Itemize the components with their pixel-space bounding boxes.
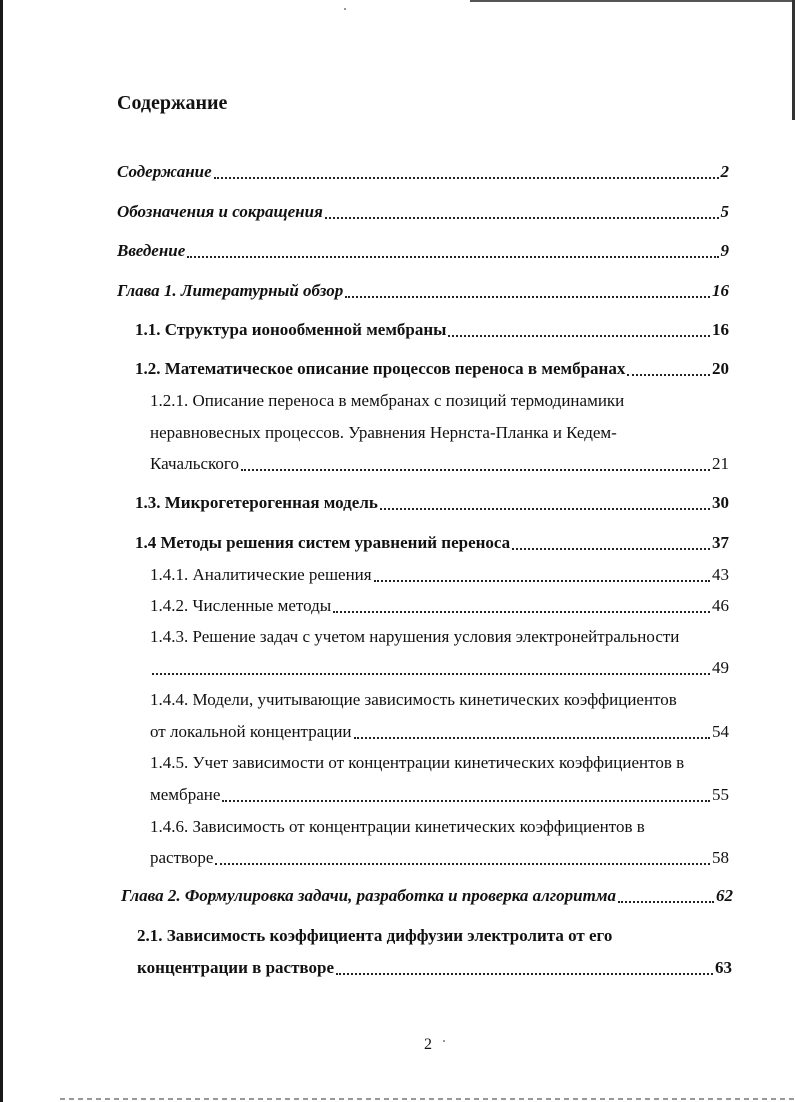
toc-entry-subsection-line[interactable]: 1.4.3. Решение задач с учетом нарушения условия электронейтральности xyxy=(150,627,680,646)
toc-entry-page: 54 xyxy=(712,722,729,741)
toc-entry-page: 16 xyxy=(712,281,729,300)
toc-entry-page: 58 xyxy=(712,848,729,867)
toc-entry-page: 46 xyxy=(712,596,729,615)
toc-entry-page: 16 xyxy=(712,320,729,339)
toc-entry-title: 1.1. Структура ионообменной мембраны xyxy=(135,320,447,339)
toc-entry-title: концентрации в растворе xyxy=(137,958,334,977)
toc-entry-title: 1.4.1. Аналитические решения xyxy=(150,565,372,584)
toc-entry-section[interactable] xyxy=(135,531,729,555)
toc-entry-section[interactable] xyxy=(137,956,732,980)
toc-heading: Содержание xyxy=(117,92,228,114)
toc-entry-subsection-line[interactable]: 1.4.5. Учет зависимости от концентрации кинетических коэффициентов в xyxy=(150,753,685,772)
toc-entry-title: 1.2. Математическое описание процессов переноса в мембранах xyxy=(135,359,626,378)
toc-entry-subsection[interactable] xyxy=(150,563,729,587)
toc-entry-page: 63 xyxy=(715,958,732,977)
toc-entry[interactable] xyxy=(117,160,729,184)
toc-entry-page: 20 xyxy=(712,359,729,378)
dot-leader xyxy=(152,673,710,675)
toc-entry-page: 9 xyxy=(720,241,729,260)
scan-border-bottom xyxy=(60,1098,795,1100)
dot-leader xyxy=(215,863,710,865)
toc-entry-page: 2 xyxy=(720,162,729,181)
dot-leader xyxy=(374,580,710,582)
toc-entry-subsection-line[interactable]: 1.4.4. Модели, учитывающие зависимость кинетических коэффициентов xyxy=(150,690,677,709)
dot-leader xyxy=(354,737,710,739)
toc-entry[interactable] xyxy=(117,239,729,263)
toc-entry[interactable] xyxy=(117,200,729,224)
toc-entry-title: 1.4 Методы решения систем уравнений переноса xyxy=(135,533,511,552)
dot-leader xyxy=(380,508,710,510)
toc-entry-subsection-line[interactable]: 1.2.1. Описание переноса в мембранах с позиций термодинамики xyxy=(150,391,625,410)
dot-leader xyxy=(627,374,710,376)
toc-entry-subsection[interactable] xyxy=(150,452,729,476)
toc-entry-title: Обозначения и сокращения xyxy=(117,202,323,221)
dot-leader xyxy=(448,335,710,337)
toc-entry-subsection[interactable] xyxy=(150,656,729,680)
toc-entry-section-line[interactable]: 2.1. Зависимость коэффициента диффузии электролита от его xyxy=(137,926,613,945)
dot-leader xyxy=(512,548,710,550)
toc-entry-page: 55 xyxy=(712,785,729,804)
toc-entry-page: 21 xyxy=(712,454,729,473)
toc-entry-title: Глава 1. Литературный обзор xyxy=(117,281,344,300)
toc-entry-page: 43 xyxy=(712,565,729,584)
toc-entry-subsection[interactable] xyxy=(150,594,729,618)
dot-leader xyxy=(214,177,719,179)
toc-entry-chapter[interactable] xyxy=(117,279,729,303)
toc-entry-subsection[interactable] xyxy=(150,846,729,870)
dot-leader xyxy=(187,256,718,258)
toc-entry-title: Содержание xyxy=(117,162,212,181)
dot-leader xyxy=(336,973,713,975)
scan-speck xyxy=(443,1040,445,1042)
toc-entry-page: 49 xyxy=(712,658,729,677)
dot-leader xyxy=(333,611,710,613)
dot-leader xyxy=(618,901,714,903)
toc-entry-title: растворе xyxy=(150,848,214,867)
page-number: 2 xyxy=(424,1036,432,1053)
toc-entry-section[interactable] xyxy=(135,318,729,342)
toc-entry-title: от локальной концентрации xyxy=(150,722,352,741)
toc-entry-section[interactable] xyxy=(135,491,729,515)
toc-entry-chapter[interactable] xyxy=(121,884,733,908)
toc-entry-title: Глава 2. Формулировка задачи, разработка и проверка алгоритма xyxy=(121,886,617,905)
toc-entry-page: 30 xyxy=(712,493,729,512)
dot-leader xyxy=(325,217,719,219)
toc-entry-subsection-line[interactable]: 1.4.6. Зависимость от концентрации кинетических коэффициентов в xyxy=(150,817,645,836)
dot-leader xyxy=(241,469,710,471)
toc-entry-section[interactable] xyxy=(135,357,729,381)
toc-entry-page: 62 xyxy=(716,886,733,905)
toc-entry-title: 1.4.2. Численные методы xyxy=(150,596,332,615)
toc-entry-title: мембране xyxy=(150,785,221,804)
toc-entry-subsection[interactable] xyxy=(150,720,729,744)
dot-leader xyxy=(222,800,710,802)
dot-leader xyxy=(345,296,710,298)
toc-entry-title: 1.3. Микрогетерогенная модель xyxy=(135,493,378,512)
toc-entry-title: Введение xyxy=(117,241,186,260)
scan-speck xyxy=(344,8,346,10)
scan-border-left xyxy=(0,0,3,1102)
toc-entry-subsection[interactable] xyxy=(150,783,729,807)
toc-entry-title: Качальского xyxy=(150,454,239,473)
scan-border-top xyxy=(470,0,795,2)
toc-entry-page: 37 xyxy=(712,533,729,552)
toc-entry-subsection-line[interactable]: неравновесных процессов. Уравнения Нернста-Планка и Кедем- xyxy=(150,423,617,442)
toc-entry-page: 5 xyxy=(720,202,729,221)
